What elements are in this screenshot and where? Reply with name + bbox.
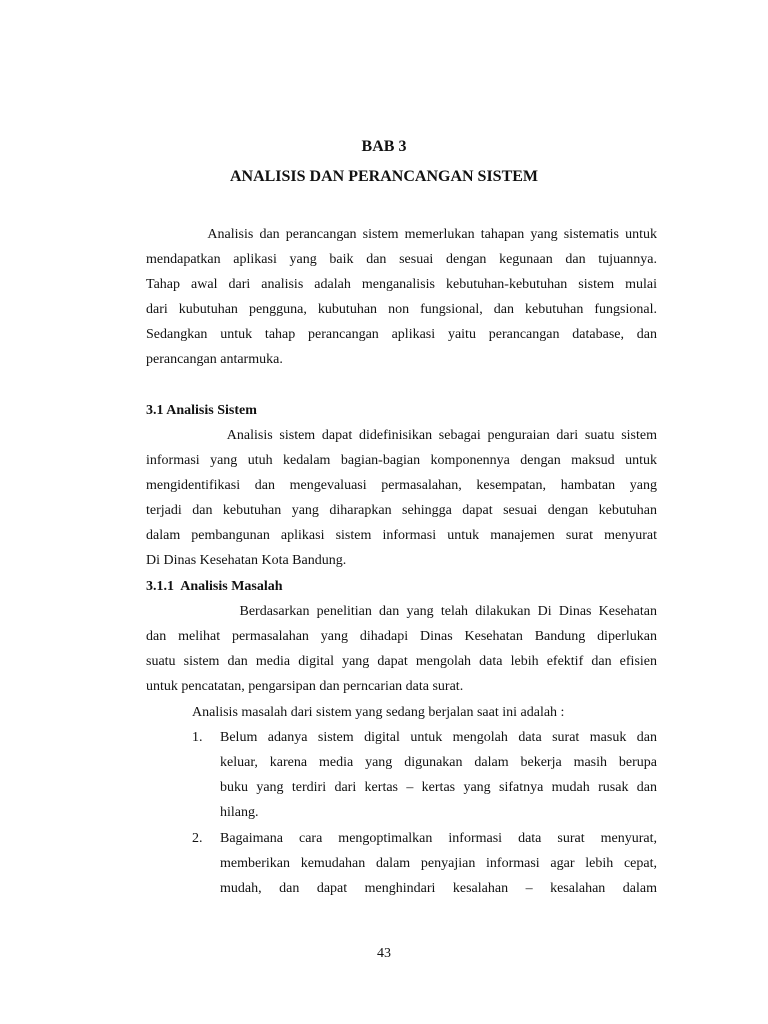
paragraph-line: Di Dinas Kesehatan Kota Bandung. <box>146 553 347 568</box>
page-number: 43 <box>377 946 391 961</box>
paragraph-line: terjadi dan kebutuhan yang diharapkan sehingga dapat sesuai dengan kebutuhan <box>146 503 657 518</box>
paragraph-line: Belum adanya sistem digital untuk mengolah data surat masuk dan <box>220 730 657 745</box>
paragraph-line: buku yang terdiri dari kertas – kertas yang sifatnya mudah rusak dan <box>220 780 657 795</box>
chapter-number: BAB 3 <box>361 138 407 155</box>
paragraph-line: hilang. <box>220 805 259 820</box>
section-heading-3-1-1: 3.1.1 Analisis Masalah <box>146 579 283 594</box>
paragraph-line: untuk pencatatan, pengarsipan dan perncarian data surat. <box>146 679 464 694</box>
list-item-text <box>220 826 657 901</box>
paragraph-line: Analisis masalah dari sistem yang sedang berjalan saat ini adalah : <box>192 705 565 720</box>
list-item-text <box>220 725 657 825</box>
section-3-1-paragraph <box>146 423 657 573</box>
section-heading-3-1: 3.1 Analisis Sistem <box>146 403 257 418</box>
paragraph-line: memberikan kemudahan dalam penyajian informasi agar lebih cepat, <box>220 856 657 871</box>
paragraph-line: Bagaimana cara mengoptimalkan informasi data surat menyurat, <box>220 831 657 846</box>
paragraph-line: dalam pembangunan aplikasi sistem informasi untuk manajemen surat menyurat <box>146 528 657 543</box>
list-item-number: 1. <box>192 730 203 745</box>
paragraph-line: mendapatkan aplikasi yang baik dan sesuai dengan kegunaan dan tujuannya. <box>146 252 657 267</box>
paragraph-line: informasi yang utuh kedalam bagian-bagian komponennya dengan maksud untuk <box>146 453 657 468</box>
paragraph-line: mudah, dan dapat menghindari kesalahan – kesalahan dalam <box>220 881 657 896</box>
chapter-title: ANALISIS DAN PERANCANGAN SISTEM <box>229 168 539 185</box>
paragraph-line: keluar, karena media yang digunakan dalam bekerja masih berupa <box>220 755 657 770</box>
paragraph-line: dan melihat permasalahan yang dihadapi Dinas Kesehatan Bandung diperlukan <box>146 629 657 644</box>
list-item-number: 2. <box>192 831 203 846</box>
paragraph-line: mengidentifikasi dan mengevaluasi permasalahan, kesempatan, hambatan yang <box>146 478 657 493</box>
intro-paragraph <box>146 222 657 372</box>
paragraph-line: Sedangkan untuk tahap perancangan aplikasi yaitu perancangan database, dan <box>146 327 657 342</box>
paragraph-line: suatu sistem dan media digital yang dapat mengolah data lebih efektif dan efisien <box>146 654 657 669</box>
paragraph-line: perancangan antarmuka. <box>146 352 283 367</box>
paragraph-line: Berdasarkan penelitian dan yang telah dilakukan Di Dinas Kesehatan <box>146 604 657 619</box>
paragraph-line: Tahap awal dari analisis adalah menganalisis kebutuhan-kebutuhan sistem mulai <box>146 277 657 292</box>
list-lead-paragraph <box>192 700 657 725</box>
paragraph-line: Analisis sistem dapat didefinisikan sebagai penguraian dari suatu sistem <box>146 428 657 443</box>
section-3-1-1-paragraph <box>146 599 657 699</box>
paragraph-line: Analisis dan perancangan sistem memerlukan tahapan yang sistematis untuk <box>146 227 657 242</box>
paragraph-line: dari kubutuhan pengguna, kubutuhan non fungsional, dan kebutuhan fungsional. <box>146 302 657 317</box>
